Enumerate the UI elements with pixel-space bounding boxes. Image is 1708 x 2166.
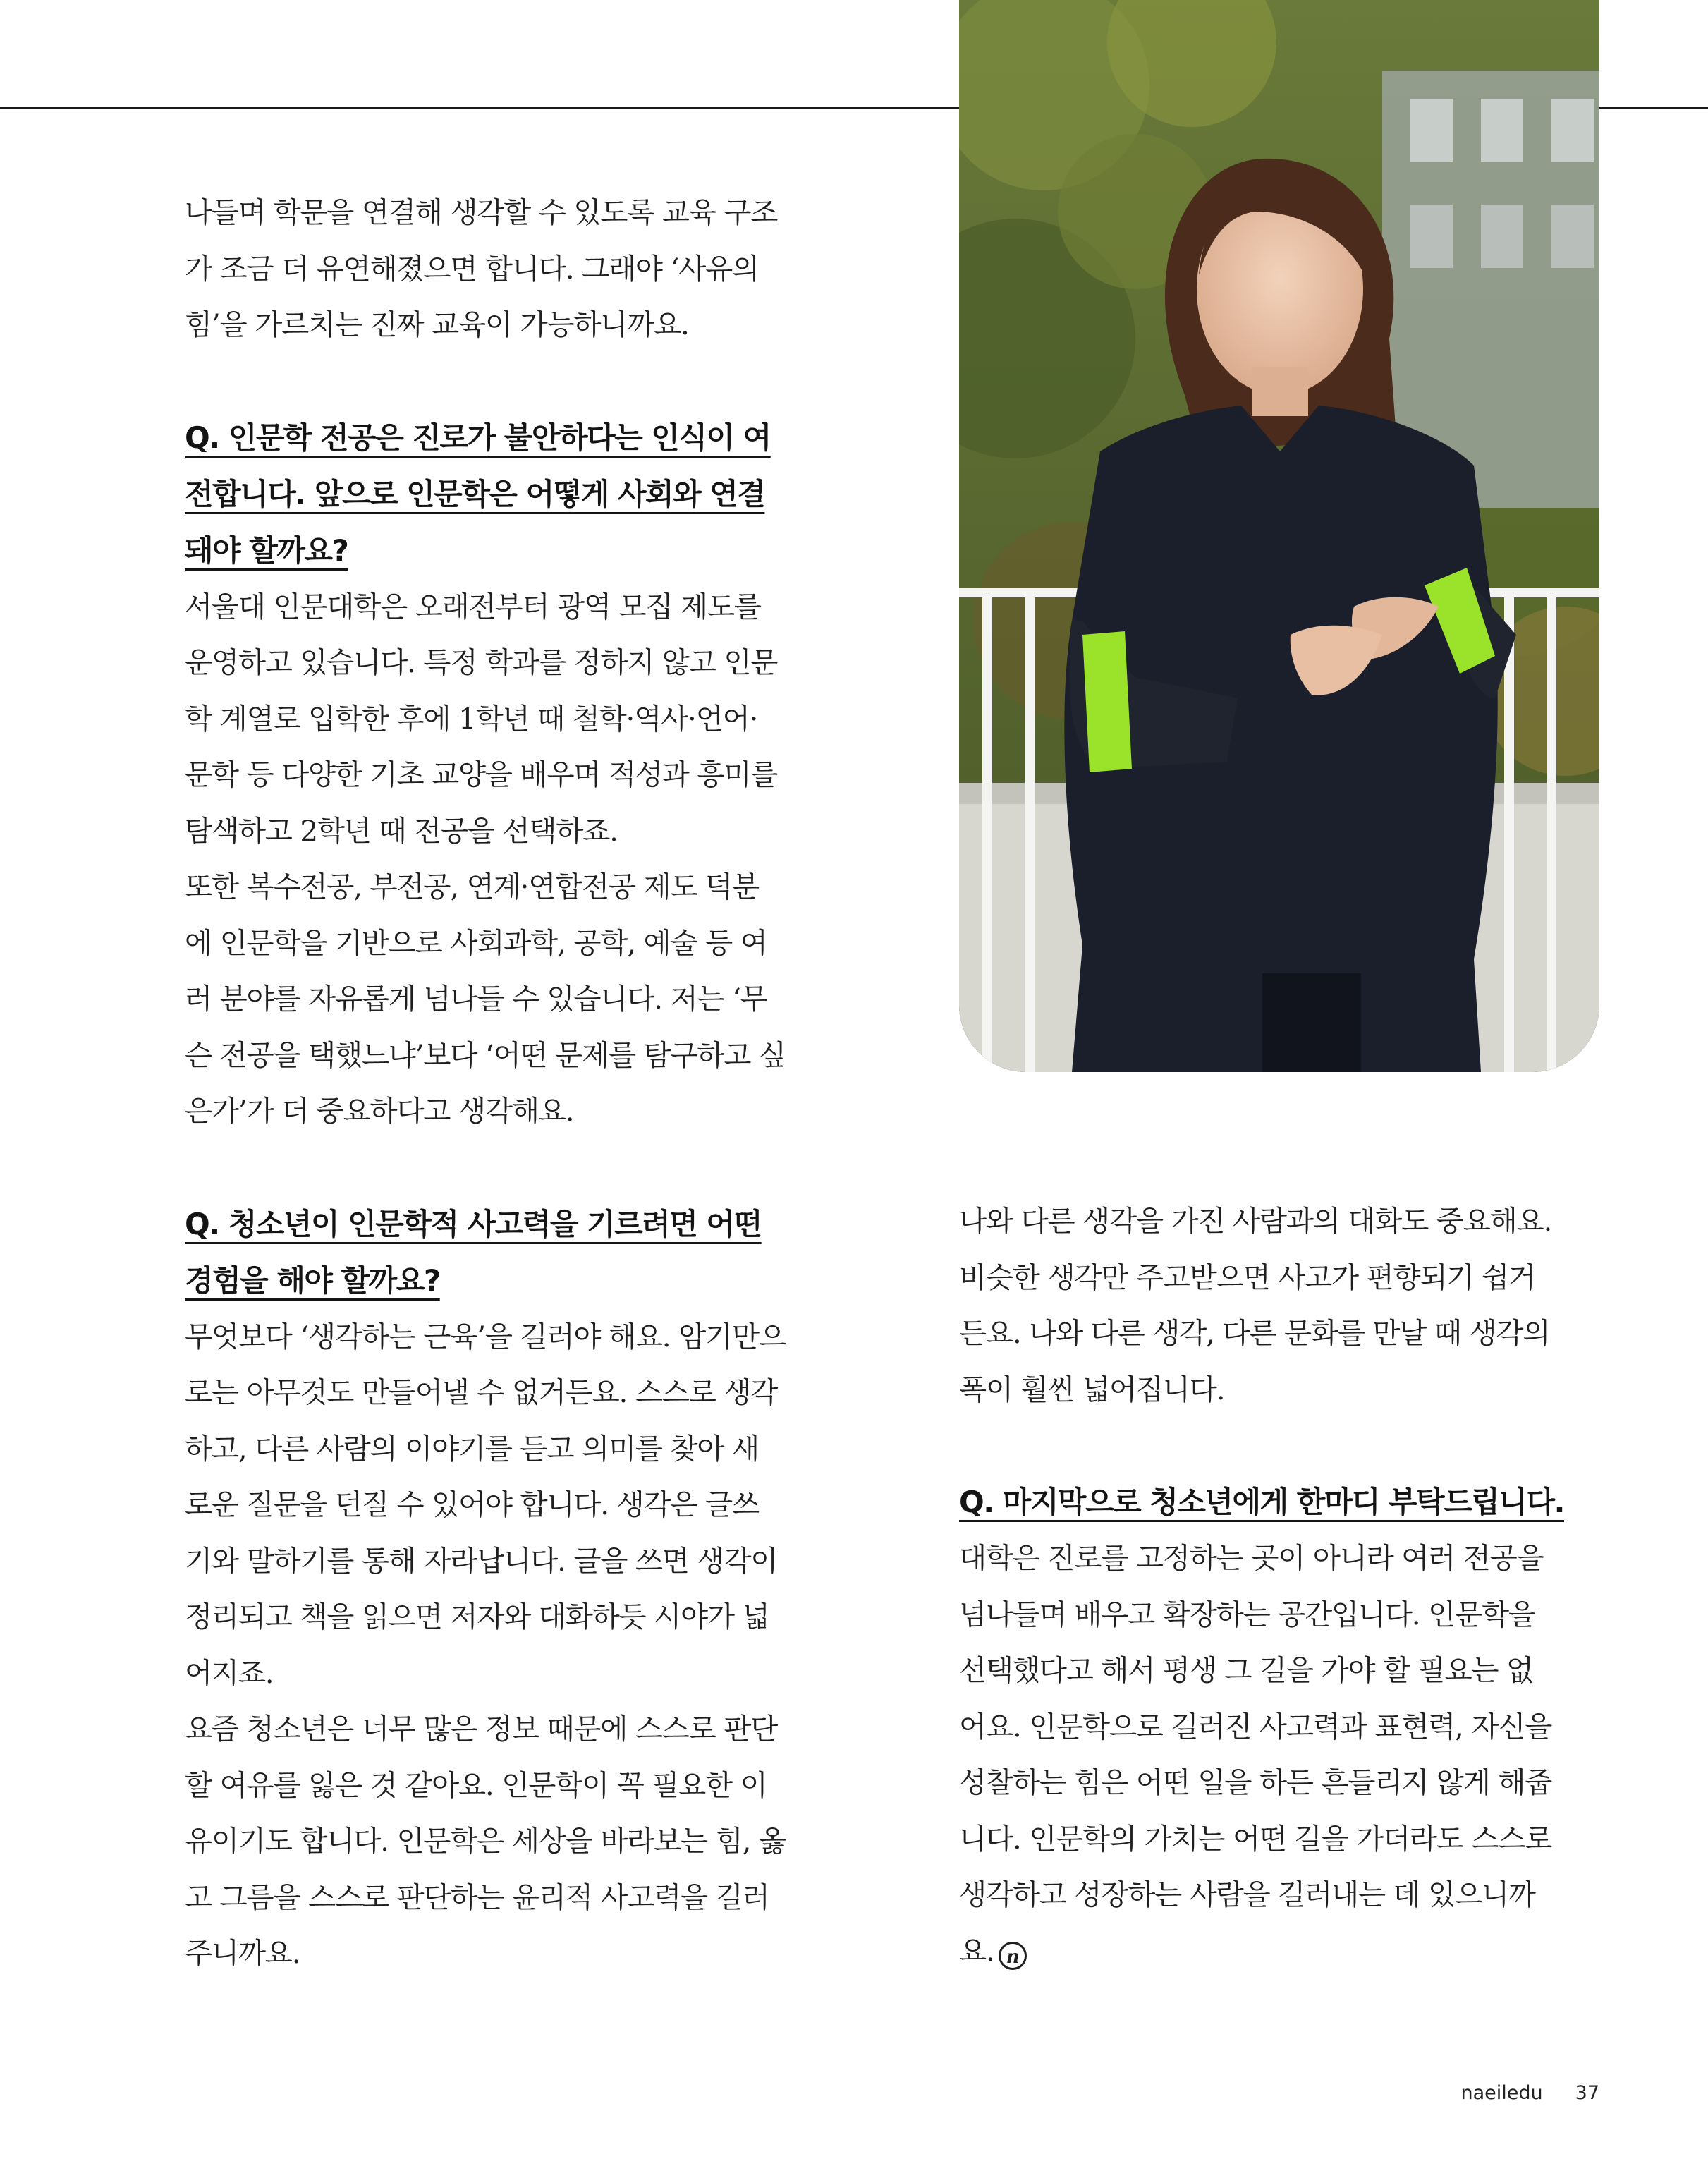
text-line: 폭이 훨씬 넓어집니다. xyxy=(959,1372,1225,1406)
answer-3-paragraph xyxy=(959,1531,1599,1979)
question-line: Q. 청소년이 인문학적 사고력을 기르려면 어떤 xyxy=(185,1206,762,1241)
text-line: 나와 다른 생각을 가진 사람과의 대화도 중요해요. xyxy=(959,1204,1552,1238)
text-line: 니다. 인문학의 가치는 어떤 길을 가더라도 스스로 xyxy=(959,1821,1552,1856)
text-line: 든요. 나와 다른 생각, 다른 문화를 만날 때 생각의 xyxy=(959,1316,1550,1350)
text-line: 대학은 진로를 고정하는 곳이 아니라 여러 전공을 xyxy=(959,1541,1544,1575)
text-line: 탐색하고 2학년 때 전공을 선택하죠. xyxy=(185,813,618,848)
question-line: 전합니다. 앞으로 인문학은 어떻게 사회와 연결 xyxy=(185,476,765,511)
text-line: 가 조금 더 유연해졌으면 합니다. 그래야 ‘사유의 xyxy=(185,251,759,286)
text-line: 고 그름을 스스로 판단하는 윤리적 사고력을 길러 xyxy=(185,1880,769,1914)
magazine-name: naeiledu xyxy=(1460,2082,1543,2104)
text-line: 문학 등 다양한 기초 교양을 배우며 적성과 흥미를 xyxy=(185,758,778,791)
question-1 xyxy=(185,410,828,579)
text-line: 서울대 인문대학은 오래전부터 광역 모집 제도를 xyxy=(185,589,761,623)
text-line: 무엇보다 ‘생각하는 근육’을 길러야 해요. 암기만으 xyxy=(185,1319,786,1353)
text-line: 은가’가 더 중요하다고 생각해요. xyxy=(185,1094,574,1128)
end-mark-icon: n xyxy=(999,1942,1027,1970)
question-line: Q. 마지막으로 청소년에게 한마디 부탁드립니다. xyxy=(959,1485,1564,1519)
text-line: 선택했다고 해서 평생 그 길을 가야 할 필요는 없 xyxy=(959,1653,1533,1687)
text-line: 에 인문학을 기반으로 사회과학, 공학, 예술 등 여 xyxy=(185,925,767,960)
question-2 xyxy=(185,1196,828,1309)
text-line: 어요. 인문학으로 길러진 사고력과 표현력, 자신을 xyxy=(959,1709,1552,1744)
intro-paragraph xyxy=(185,185,828,353)
top-rule-right xyxy=(1599,107,1708,109)
text-line: 주니까요. xyxy=(185,1936,300,1970)
spacer xyxy=(185,1140,828,1196)
text-line: 또한 복수전공, 부전공, 연계·연합전공 제도 덕분 xyxy=(185,870,759,903)
spacer xyxy=(959,1418,1599,1474)
text-line: 나들며 학문을 연결해 생각할 수 있도록 교육 구조 xyxy=(185,195,778,229)
answer-2-paragraph-1 xyxy=(185,1309,828,1702)
text-line: 정리되고 책을 읽으면 저자와 대화하듯 시야가 넓 xyxy=(185,1600,769,1633)
text-line: 유이기도 합니다. 인문학은 세상을 바라보는 힘, 옳 xyxy=(185,1824,786,1858)
answer-1-paragraph-1 xyxy=(185,579,828,860)
page-footer xyxy=(1461,2082,1600,2104)
text-line: 슨 전공을 택했느냐’보다 ‘어떤 문제를 탐구하고 싶 xyxy=(185,1038,786,1072)
text-line: 로는 아무것도 만들어낼 수 없거든요. 스스로 생각 xyxy=(185,1375,778,1409)
right-column xyxy=(959,1193,1599,1979)
text-line: 학 계열로 입학한 후에 1학년 때 철학·역사·언어· xyxy=(185,701,758,736)
text-line: 러 분야를 자유롭게 넘나들 수 있습니다. 저는 ‘무 xyxy=(185,982,767,1016)
answer-2-continuation xyxy=(959,1193,1599,1418)
text-line: 성찰하는 힘은 어떤 일을 하든 흔들리지 않게 해줍 xyxy=(959,1765,1552,1799)
text-line: 할 여유를 잃은 것 같아요. 인문학이 꼭 필요한 이 xyxy=(185,1768,767,1802)
answer-2-paragraph-2 xyxy=(185,1701,828,1982)
text-line: 로운 질문을 던질 수 있어야 합니다. 생각은 글쓰 xyxy=(185,1487,759,1521)
question-line: 돼야 할까요? xyxy=(185,533,348,568)
text-line: 운영하고 있습니다. 특정 학과를 정하지 않고 인문 xyxy=(185,645,778,679)
spacer xyxy=(185,353,828,410)
text-line: 비슷한 생각만 주고받으면 사고가 편향되기 쉽거 xyxy=(959,1260,1535,1294)
page-number: 37 xyxy=(1575,2082,1599,2104)
text-line: 생각하고 성장하는 사람을 길러내는 데 있으니까 xyxy=(959,1878,1535,1911)
top-rule-left xyxy=(0,107,959,109)
text-line: 어지죠. xyxy=(185,1655,274,1690)
text-line: 기와 말하기를 통해 자라납니다. 글을 쓰면 생각이 xyxy=(185,1543,778,1578)
answer-1-paragraph-2 xyxy=(185,859,828,1140)
text-line-last xyxy=(959,1923,1599,1980)
question-line: Q. 인문학 전공은 진로가 불안하다는 인식이 여 xyxy=(185,420,771,455)
text-line: 요즘 청소년은 너무 많은 정보 때문에 스스로 판단 xyxy=(185,1712,778,1746)
question-3 xyxy=(959,1474,1599,1531)
text-line: 하고, 다른 사람의 이야기를 듣고 의미를 찾아 새 xyxy=(185,1431,759,1466)
last-word: 요. xyxy=(959,1933,994,1968)
question-line: 경험을 해야 할까요? xyxy=(185,1263,440,1298)
portrait-photo xyxy=(959,0,1599,1072)
left-column xyxy=(185,185,828,1982)
text-line: 넘나들며 배우고 확장하는 공간입니다. 인문학을 xyxy=(959,1597,1535,1631)
text-line: 힘’을 가르치는 진짜 교육이 가능하니까요. xyxy=(185,308,689,341)
